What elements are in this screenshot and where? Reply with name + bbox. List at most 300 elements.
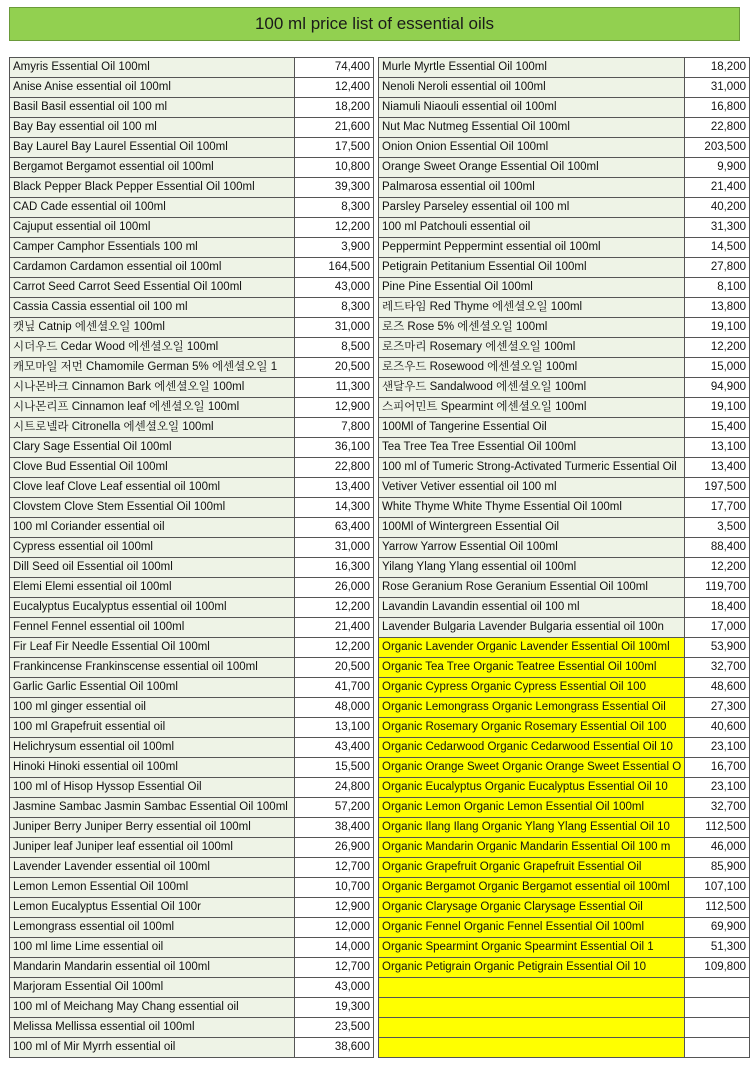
oil-name-cell	[379, 1038, 685, 1058]
table-row	[379, 738, 750, 758]
table-row	[10, 618, 374, 638]
price-cell: 27,300	[685, 698, 750, 718]
table-row	[379, 298, 750, 318]
oil-name-cell: Jasmine Sambac Jasmin Sambac Essential Oil 100ml	[10, 798, 295, 818]
oil-name-cell: Organic Tea Tree Organic Teatree Essential Oil 100ml	[379, 658, 685, 678]
price-cell: 3,500	[685, 518, 750, 538]
price-cell: 26,000	[295, 578, 374, 598]
oil-name-cell: Organic Bergamot Organic Bergamot essential oil 100ml	[379, 878, 685, 898]
price-cell: 51,300	[685, 938, 750, 958]
oil-name-cell	[379, 998, 685, 1018]
table-row	[379, 918, 750, 938]
oil-name-cell: Tea Tree Tea Tree Essential Oil 100ml	[379, 438, 685, 458]
price-table-left	[9, 57, 374, 1058]
oil-name-cell: Helichrysum essential oil 100ml	[10, 738, 295, 758]
table-row	[379, 198, 750, 218]
price-cell: 13,800	[685, 298, 750, 318]
price-cell: 20,500	[295, 658, 374, 678]
oil-name-cell: Organic Ilang Ilang Organic Ylang Ylang Essential Oil 10	[379, 818, 685, 838]
price-cell: 112,500	[685, 898, 750, 918]
oil-name-cell: Cypress essential oil 100ml	[10, 538, 295, 558]
table-row	[10, 118, 374, 138]
oil-name-cell: Clove Bud Essential Oil 100ml	[10, 458, 295, 478]
table-row	[379, 218, 750, 238]
price-cell: 40,200	[685, 198, 750, 218]
price-cell	[685, 998, 750, 1018]
price-cell: 112,500	[685, 818, 750, 838]
price-cell: 31,000	[295, 318, 374, 338]
oil-name-cell: Lemon Eucalyptus Essential Oil 100r	[10, 898, 295, 918]
price-cell: 119,700	[685, 578, 750, 598]
price-cell: 48,600	[685, 678, 750, 698]
table-row	[379, 58, 750, 78]
table-row	[379, 1038, 750, 1058]
oil-name-cell: Organic Lemongrass Organic Lemongrass Essential Oil	[379, 698, 685, 718]
price-cell: 12,200	[295, 218, 374, 238]
oil-name-cell: Orange Sweet Orange Essential Oil 100ml	[379, 158, 685, 178]
table-row	[379, 278, 750, 298]
oil-name-cell: Bergamot Bergamot essential oil 100ml	[10, 158, 295, 178]
price-cell: 8,300	[295, 298, 374, 318]
price-cell: 12,000	[295, 918, 374, 938]
table-row	[10, 438, 374, 458]
price-cell: 109,800	[685, 958, 750, 978]
oil-name-cell: Pine Pine Essential Oil 100ml	[379, 278, 685, 298]
oil-name-cell: Palmarosa essential oil 100ml	[379, 178, 685, 198]
price-cell: 15,400	[685, 418, 750, 438]
table-row	[379, 938, 750, 958]
table-row	[10, 58, 374, 78]
oil-name-cell: 100Ml of Tangerine Essential Oil	[379, 418, 685, 438]
price-cell: 8,300	[295, 198, 374, 218]
oil-name-cell: Petigrain Petitanium Essential Oil 100ml	[379, 258, 685, 278]
table-row	[379, 758, 750, 778]
oil-name-cell: 100 ml lime Lime essential oil	[10, 938, 295, 958]
price-cell: 3,900	[295, 238, 374, 258]
oil-name-cell: Eucalyptus Eucalyptus essential oil 100ml	[10, 598, 295, 618]
price-cell: 17,000	[685, 618, 750, 638]
price-cell: 19,100	[685, 318, 750, 338]
oil-name-cell: 100 ml of Hisop Hyssop Essential Oil	[10, 778, 295, 798]
table-row	[379, 658, 750, 678]
price-cell: 31,000	[685, 78, 750, 98]
oil-name-cell: Organic Lavender Organic Lavender Essential Oil 100ml	[379, 638, 685, 658]
table-row	[10, 738, 374, 758]
table-row	[10, 538, 374, 558]
oil-name-cell: Organic Spearmint Organic Spearmint Essential Oil 1	[379, 938, 685, 958]
price-cell: 27,800	[685, 258, 750, 278]
oil-name-cell: Vetiver Vetiver essential oil 100 ml	[379, 478, 685, 498]
price-cell: 8,500	[295, 338, 374, 358]
price-cell: 17,700	[685, 498, 750, 518]
table-row	[379, 138, 750, 158]
table-row	[10, 598, 374, 618]
price-cell: 38,600	[295, 1038, 374, 1058]
oil-name-cell: Parsley Parseley essential oil 100 ml	[379, 198, 685, 218]
price-cell: 13,100	[295, 718, 374, 738]
oil-name-cell: Organic Cedarwood Organic Cedarwood Essential Oil 10	[379, 738, 685, 758]
price-cell: 88,400	[685, 538, 750, 558]
table-row	[379, 718, 750, 738]
table-row	[10, 478, 374, 498]
oil-name-cell: Lavender Lavender essential oil 100ml	[10, 858, 295, 878]
table-row	[10, 258, 374, 278]
oil-name-cell: 시더우드 Cedar Wood 에센셜오일 100ml	[10, 338, 295, 358]
table-row	[10, 498, 374, 518]
table-row	[379, 678, 750, 698]
price-cell: 39,300	[295, 178, 374, 198]
oil-name-cell: 캐모마일 저먼 Chamomile German 5% 에센셜오일 1	[10, 358, 295, 378]
table-row	[379, 598, 750, 618]
oil-name-cell: Mandarin Mandarin essential oil 100ml	[10, 958, 295, 978]
price-cell: 18,400	[685, 598, 750, 618]
price-cell: 31,300	[685, 218, 750, 238]
price-cell: 14,000	[295, 938, 374, 958]
oil-name-cell: 100 ml Patchouli essential oil	[379, 218, 685, 238]
table-row	[10, 958, 374, 978]
oil-name-cell: CAD Cade essential oil 100ml	[10, 198, 295, 218]
table-row	[10, 238, 374, 258]
table-row	[379, 238, 750, 258]
oil-name-cell: Bay Laurel Bay Laurel Essential Oil 100ml	[10, 138, 295, 158]
price-cell: 19,100	[685, 398, 750, 418]
oil-name-cell: Organic Orange Sweet Organic Orange Sweet Essential O	[379, 758, 685, 778]
price-cell: 38,400	[295, 818, 374, 838]
table-row	[10, 918, 374, 938]
table-row	[379, 398, 750, 418]
price-cell: 12,700	[295, 958, 374, 978]
price-cell: 21,600	[295, 118, 374, 138]
price-cell: 10,700	[295, 878, 374, 898]
table-row	[10, 998, 374, 1018]
oil-name-cell: 로즈마리 Rosemary 에센셜오일 100ml	[379, 338, 685, 358]
price-cell: 36,100	[295, 438, 374, 458]
oil-name-cell: Carrot Seed Carrot Seed Essential Oil 100ml	[10, 278, 295, 298]
price-cell: 197,500	[685, 478, 750, 498]
table-row	[10, 1038, 374, 1058]
oil-name-cell: 100 ml Coriander essential oil	[10, 518, 295, 538]
price-cell: 12,200	[685, 338, 750, 358]
price-cell: 20,500	[295, 358, 374, 378]
oil-name-cell: 100 ml Grapefruit essential oil	[10, 718, 295, 738]
table-row	[10, 218, 374, 238]
table-row	[10, 518, 374, 538]
price-cell	[685, 1018, 750, 1038]
oil-name-cell: 100 ml ginger essential oil	[10, 698, 295, 718]
price-cell: 63,400	[295, 518, 374, 538]
price-cell: 41,700	[295, 678, 374, 698]
price-cell: 107,100	[685, 878, 750, 898]
price-cell: 13,100	[685, 438, 750, 458]
table-row	[379, 418, 750, 438]
table-row	[379, 798, 750, 818]
price-cell: 7,800	[295, 418, 374, 438]
table-row	[379, 698, 750, 718]
price-cell: 23,100	[685, 778, 750, 798]
price-cell: 164,500	[295, 258, 374, 278]
price-cell: 12,700	[295, 858, 374, 878]
oil-name-cell: Bay Bay essential oil 100 ml	[10, 118, 295, 138]
table-row	[10, 298, 374, 318]
table-row	[10, 898, 374, 918]
oil-name-cell: Rose Geranium Rose Geranium Essential Oil 100ml	[379, 578, 685, 598]
table-row	[10, 418, 374, 438]
table-row	[379, 538, 750, 558]
price-cell: 19,300	[295, 998, 374, 1018]
oil-name-cell: 시나몬바크 Cinnamon Bark 에센셜오일 100ml	[10, 378, 295, 398]
table-row	[10, 978, 374, 998]
table-row	[10, 798, 374, 818]
oil-name-cell: Organic Grapefruit Organic Grapefruit Essential Oil	[379, 858, 685, 878]
table-row	[10, 758, 374, 778]
oil-name-cell: Clary Sage Essential Oil 100ml	[10, 438, 295, 458]
table-row	[379, 338, 750, 358]
price-cell: 15,000	[685, 358, 750, 378]
oil-name-cell: Lavandin Lavandin essential oil 100 ml	[379, 598, 685, 618]
table-row	[379, 998, 750, 1018]
oil-name-cell: Lemongrass essential oil 100ml	[10, 918, 295, 938]
price-cell: 57,200	[295, 798, 374, 818]
price-cell: 24,800	[295, 778, 374, 798]
oil-name-cell: 100 ml of Meichang May Chang essential oil	[10, 998, 295, 1018]
table-row	[379, 578, 750, 598]
price-cell: 48,000	[295, 698, 374, 718]
price-cell: 40,600	[685, 718, 750, 738]
price-cell: 15,500	[295, 758, 374, 778]
price-cell: 12,200	[295, 638, 374, 658]
table-row	[10, 858, 374, 878]
price-cell: 12,400	[295, 78, 374, 98]
table-row	[379, 818, 750, 838]
table-row	[379, 158, 750, 178]
table-row	[10, 698, 374, 718]
oil-name-cell: 시트로넬라 Citronella 에센셜오일 100ml	[10, 418, 295, 438]
price-cell	[685, 978, 750, 998]
price-cell: 94,900	[685, 378, 750, 398]
oil-name-cell: Peppermint Peppermint essential oil 100ml	[379, 238, 685, 258]
price-cell: 22,800	[295, 458, 374, 478]
price-cell: 12,200	[295, 598, 374, 618]
oil-name-cell: Melissa Mellissa essential oil 100ml	[10, 1018, 295, 1038]
table-row	[10, 638, 374, 658]
price-cell: 203,500	[685, 138, 750, 158]
table-row	[10, 178, 374, 198]
oil-name-cell: Clove leaf Clove Leaf essential oil 100ml	[10, 478, 295, 498]
oil-name-cell: Juniper Berry Juniper Berry essential oil 100ml	[10, 818, 295, 838]
table-row	[10, 378, 374, 398]
oil-name-cell: 로즈우드 Rosewood 에센셜오일 100ml	[379, 358, 685, 378]
table-row	[379, 178, 750, 198]
price-cell: 13,400	[685, 458, 750, 478]
table-row	[379, 438, 750, 458]
price-cell: 17,500	[295, 138, 374, 158]
price-cell: 21,400	[295, 618, 374, 638]
table-row	[10, 198, 374, 218]
oil-name-cell: Organic Eucalyptus Organic Eucalyptus Essential Oil 10	[379, 778, 685, 798]
table-row	[379, 358, 750, 378]
oil-name-cell: Lemon Lemon Essential Oil 100ml	[10, 878, 295, 898]
price-cell: 32,700	[685, 658, 750, 678]
table-row	[10, 778, 374, 798]
oil-name-cell: White Thyme White Thyme Essential Oil 100ml	[379, 498, 685, 518]
price-cell: 32,700	[685, 798, 750, 818]
table-row	[379, 98, 750, 118]
table-row	[379, 858, 750, 878]
oil-name-cell: Cassia Cassia essential oil 100 ml	[10, 298, 295, 318]
table-row	[10, 358, 374, 378]
price-cell: 8,100	[685, 278, 750, 298]
price-table-right	[378, 57, 750, 1058]
oil-name-cell: Hinoki Hinoki essential oil 100ml	[10, 758, 295, 778]
table-row	[379, 838, 750, 858]
oil-name-cell: Garlic Garlic Essential Oil 100ml	[10, 678, 295, 698]
oil-name-cell: Basil Basil essential oil 100 ml	[10, 98, 295, 118]
oil-name-cell: Dill Seed oil Essential oil 100ml	[10, 558, 295, 578]
table-row	[379, 498, 750, 518]
table-row	[379, 558, 750, 578]
price-cell: 18,200	[295, 98, 374, 118]
oil-name-cell: 로즈 Rose 5% 에센셜오일 100ml	[379, 318, 685, 338]
table-row	[379, 478, 750, 498]
table-row	[379, 258, 750, 278]
table-row	[10, 678, 374, 698]
page-title: 100 ml price list of essential oils	[9, 7, 740, 41]
oil-name-cell: Organic Rosemary Organic Rosemary Essential Oil 100	[379, 718, 685, 738]
price-cell: 16,800	[685, 98, 750, 118]
table-row	[10, 718, 374, 738]
price-cell: 14,300	[295, 498, 374, 518]
oil-name-cell: Fennel Fennel essential oil 100ml	[10, 618, 295, 638]
table-row	[379, 1018, 750, 1038]
price-cell: 12,200	[685, 558, 750, 578]
table-row	[379, 78, 750, 98]
price-cell: 16,300	[295, 558, 374, 578]
oil-name-cell: 샌달우드 Sandalwood 에센셜오일 100ml	[379, 378, 685, 398]
table-row	[379, 978, 750, 998]
table-row	[10, 338, 374, 358]
oil-name-cell: 스피어민트 Spearmint 에센셜오일 100ml	[379, 398, 685, 418]
price-cell: 31,000	[295, 538, 374, 558]
oil-name-cell: Juniper leaf Juniper leaf essential oil 100ml	[10, 838, 295, 858]
table-row	[10, 878, 374, 898]
oil-name-cell: Yarrow Yarrow Essential Oil 100ml	[379, 538, 685, 558]
oil-name-cell: 레드타임 Red Thyme 에센셜오일 100ml	[379, 298, 685, 318]
oil-name-cell: Camper Camphor Essentials 100 ml	[10, 238, 295, 258]
table-row	[10, 558, 374, 578]
table-row	[10, 78, 374, 98]
oil-name-cell: Onion Onion Essential Oil 100ml	[379, 138, 685, 158]
price-cell: 21,400	[685, 178, 750, 198]
oil-name-cell: Yilang Ylang Ylang essential oil 100ml	[379, 558, 685, 578]
price-cell: 74,400	[295, 58, 374, 78]
price-cell: 11,300	[295, 378, 374, 398]
oil-name-cell: Amyris Essential Oil 100ml	[10, 58, 295, 78]
table-row	[10, 158, 374, 178]
price-cell: 12,900	[295, 398, 374, 418]
oil-name-cell: Organic Lemon Organic Lemon Essential Oil 100ml	[379, 798, 685, 818]
table-row	[10, 138, 374, 158]
table-row	[10, 578, 374, 598]
table-row	[10, 398, 374, 418]
oil-name-cell: Black Pepper Black Pepper Essential Oil 100ml	[10, 178, 295, 198]
price-cell: 26,900	[295, 838, 374, 858]
table-row	[10, 278, 374, 298]
table-row	[379, 378, 750, 398]
oil-name-cell: Niamuli Niaouli essential oil 100ml	[379, 98, 685, 118]
oil-name-cell: Nenoli Neroli essential oil 100ml	[379, 78, 685, 98]
oil-name-cell: Murle Myrtle Essential Oil 100ml	[379, 58, 685, 78]
table-row	[10, 938, 374, 958]
table-row	[379, 118, 750, 138]
oil-name-cell: Nut Mac Nutmeg Essential Oil 100ml	[379, 118, 685, 138]
table-row	[10, 458, 374, 478]
price-cell: 53,900	[685, 638, 750, 658]
table-row	[10, 318, 374, 338]
price-cell: 43,000	[295, 978, 374, 998]
table-row	[379, 778, 750, 798]
table-row	[10, 818, 374, 838]
oil-name-cell: Clovstem Clove Stem Essential Oil 100ml	[10, 498, 295, 518]
price-cell: 16,700	[685, 758, 750, 778]
oil-name-cell: Marjoram Essential Oil 100ml	[10, 978, 295, 998]
price-cell: 85,900	[685, 858, 750, 878]
oil-name-cell: Lavender Bulgaria Lavender Bulgaria essential oil 100n	[379, 618, 685, 638]
table-row	[379, 638, 750, 658]
table-row	[379, 518, 750, 538]
oil-name-cell: Organic Mandarin Organic Mandarin Essential Oil 100 m	[379, 838, 685, 858]
oil-name-cell: Anise Anise essential oil 100ml	[10, 78, 295, 98]
price-cell: 9,900	[685, 158, 750, 178]
table-row	[10, 98, 374, 118]
oil-name-cell: Organic Cypress Organic Cypress Essential Oil 100	[379, 678, 685, 698]
table-row	[379, 878, 750, 898]
price-cell: 22,800	[685, 118, 750, 138]
table-row	[10, 1018, 374, 1038]
table-row	[379, 318, 750, 338]
oil-name-cell: 캣닢 Catnip 에센셜오일 100ml	[10, 318, 295, 338]
table-row	[379, 458, 750, 478]
table-row	[10, 838, 374, 858]
price-cell: 23,100	[685, 738, 750, 758]
oil-name-cell: Organic Petigrain Organic Petigrain Essential Oil 10	[379, 958, 685, 978]
oil-name-cell: Fir Leaf Fir Needle Essential Oil 100ml	[10, 638, 295, 658]
price-cell: 12,900	[295, 898, 374, 918]
oil-name-cell: Frankincense Frankinscense essential oil 100ml	[10, 658, 295, 678]
price-cell: 43,000	[295, 278, 374, 298]
oil-name-cell: 시나몬리프 Cinnamon leaf 에센셜오일 100ml	[10, 398, 295, 418]
oil-name-cell: 100 ml of Tumeric Strong-Activated Turmeric Essential Oil	[379, 458, 685, 478]
price-cell: 13,400	[295, 478, 374, 498]
price-cell: 23,500	[295, 1018, 374, 1038]
price-cell: 46,000	[685, 838, 750, 858]
oil-name-cell: 100 ml of Mir Myrrh essential oil	[10, 1038, 295, 1058]
oil-name-cell: Cardamon Cardamon essential oil 100ml	[10, 258, 295, 278]
price-cell: 18,200	[685, 58, 750, 78]
price-cell: 43,400	[295, 738, 374, 758]
table-row	[379, 958, 750, 978]
oil-name-cell	[379, 978, 685, 998]
price-cell: 10,800	[295, 158, 374, 178]
oil-name-cell: Cajuput essential oil 100ml	[10, 218, 295, 238]
oil-name-cell: Elemi Elemi essential oil 100ml	[10, 578, 295, 598]
table-row	[379, 898, 750, 918]
oil-name-cell	[379, 1018, 685, 1038]
table-row	[10, 658, 374, 678]
price-cell: 14,500	[685, 238, 750, 258]
oil-name-cell: Organic Fennel Organic Fennel Essential Oil 100ml	[379, 918, 685, 938]
table-row	[379, 618, 750, 638]
price-cell	[685, 1038, 750, 1058]
